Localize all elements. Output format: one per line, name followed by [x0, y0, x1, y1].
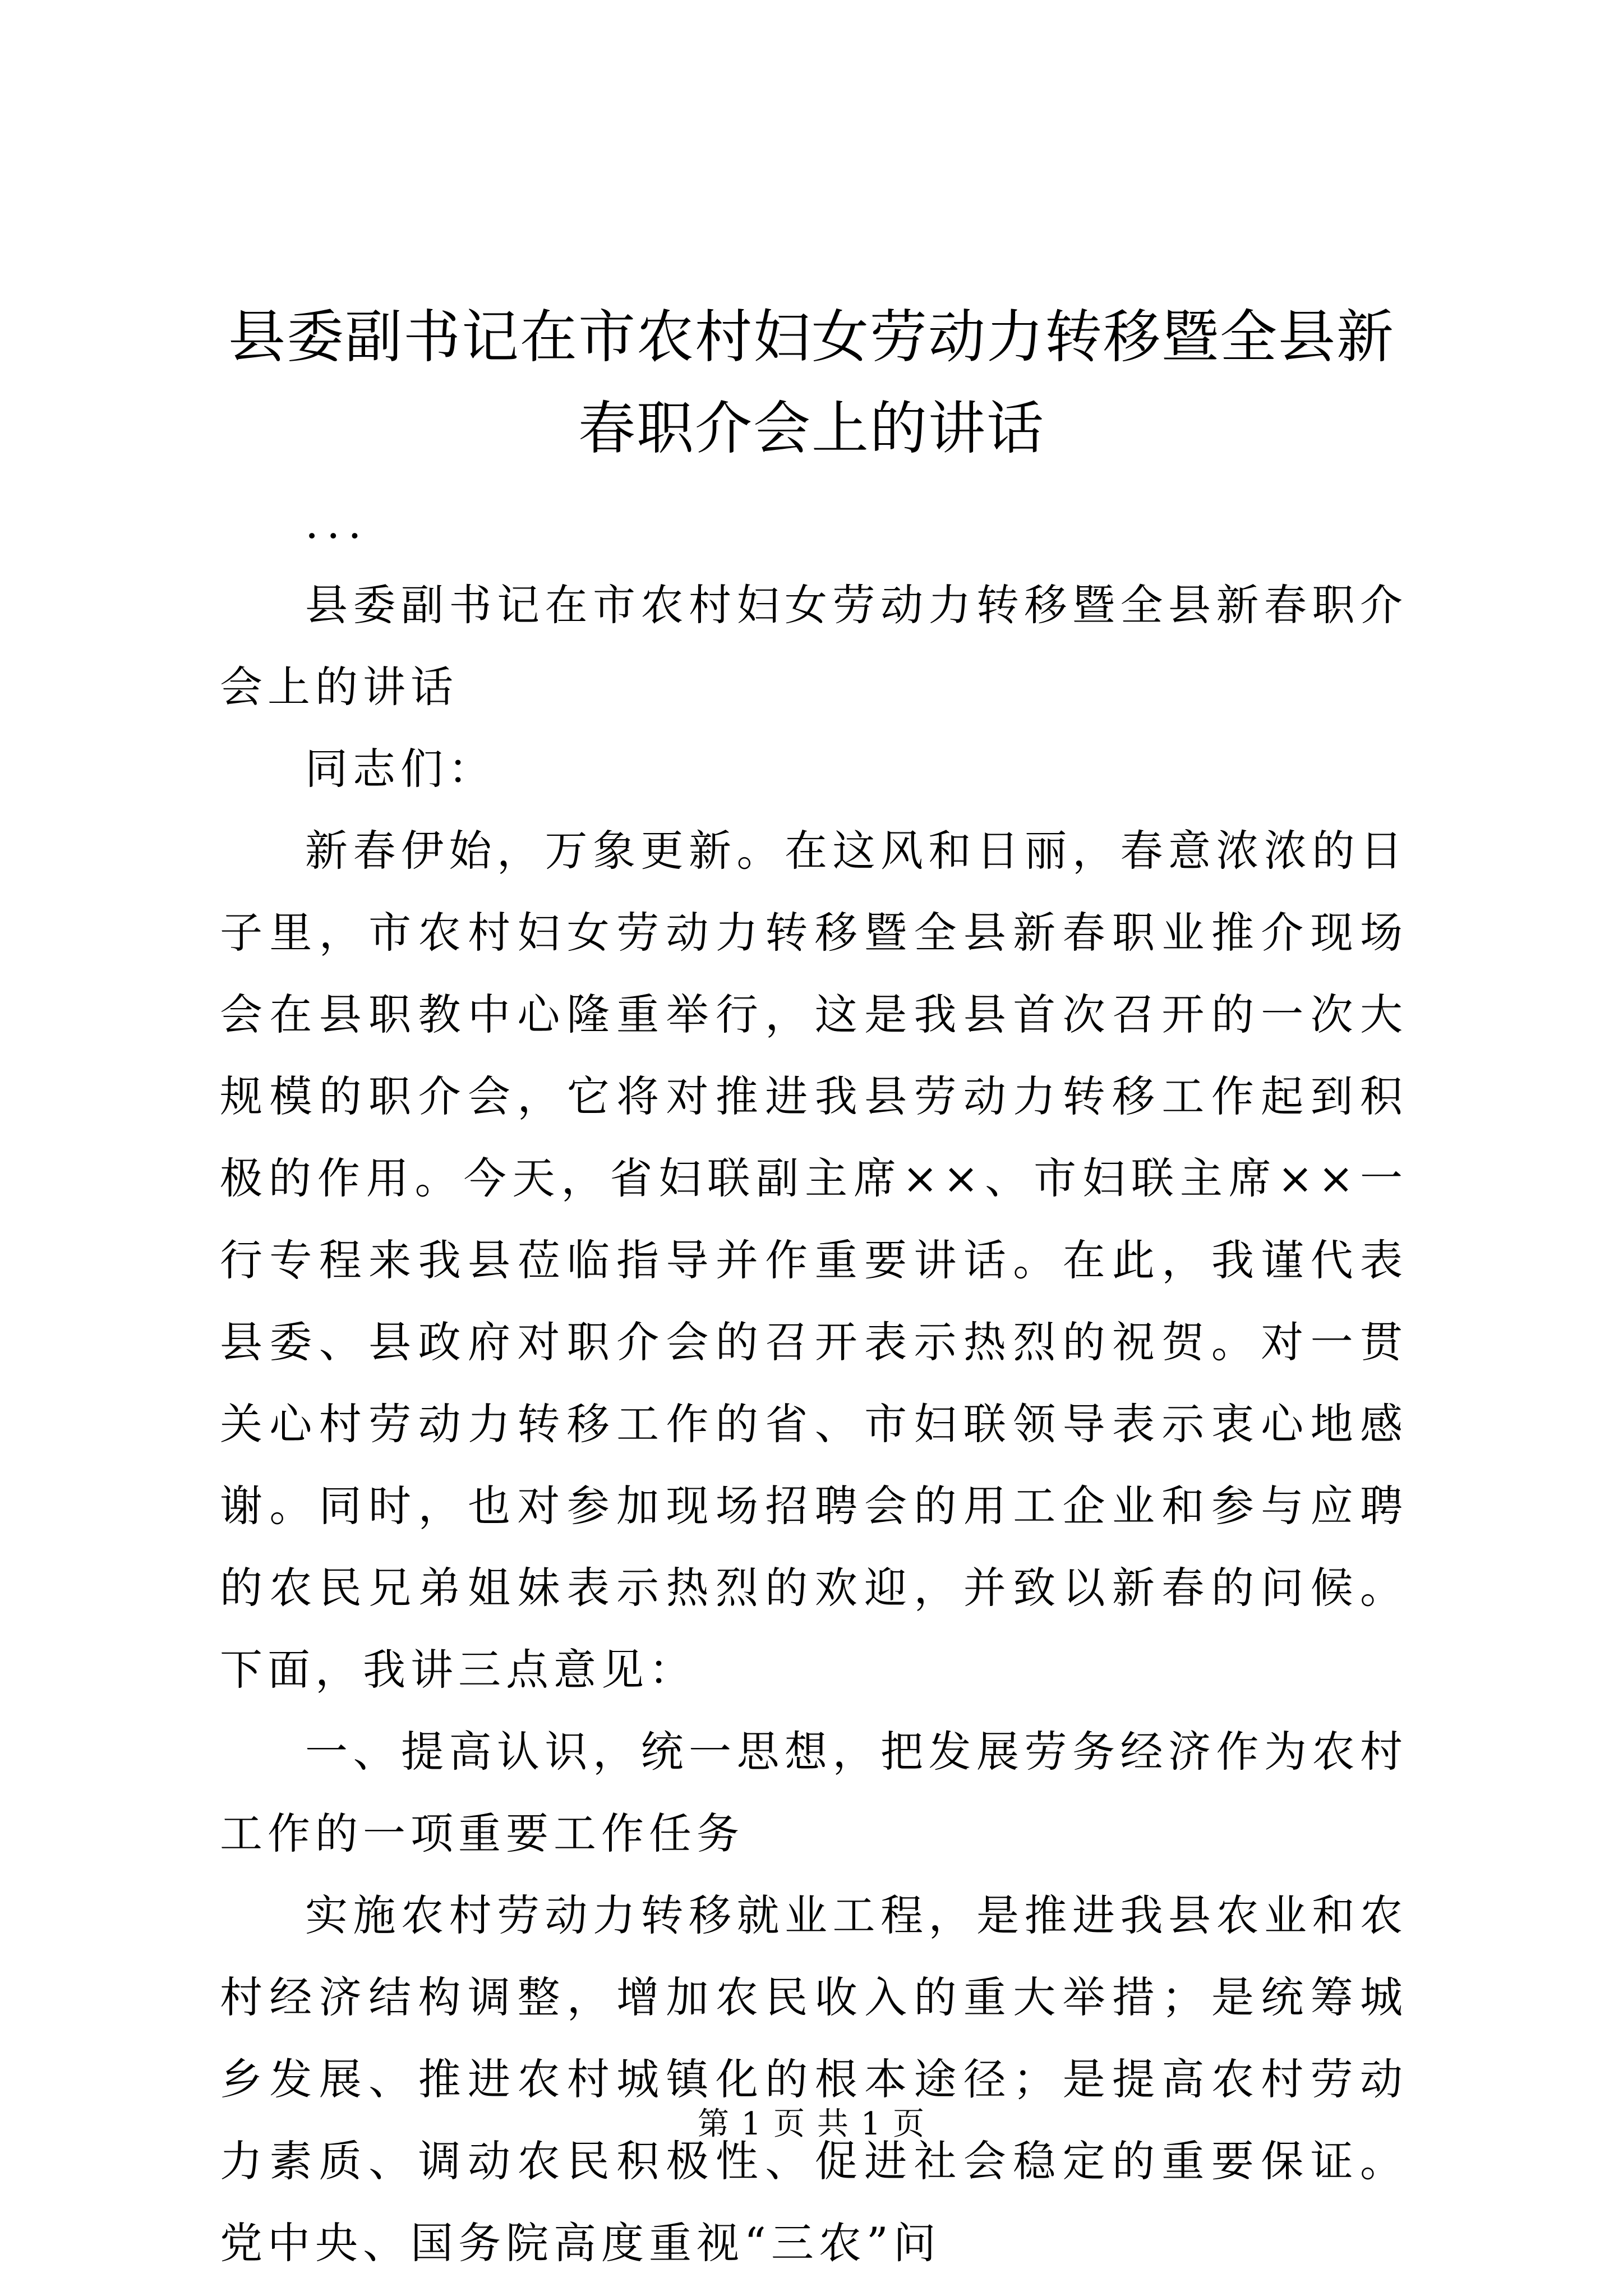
page-footer: 第 1 页 共 1 页	[697, 2106, 926, 2142]
ellipsis-paragraph: ...	[305, 498, 370, 548]
salutation-paragraph: 同志们：	[305, 744, 496, 794]
body-paragraph: 实施农村劳动力转移就业工程，是推进我县农业和农村经济结构调整，增加农民收入的重大举措；是统筹城乡发展、推进农村城镇化的根本途径；是提高农村劳动力素质、调动农民积极性、促进社会稳定的重要保证。党中央、国务院高度重视“三农”问	[220, 1890, 1408, 2268]
opening-paragraph: 新春伊始，万象更新。在这风和日丽，春意浓浓的日子里，市农村妇女劳动力转移暨全县新春职业推介现场会在县职教中心隆重举行，这是我县首次召开的一次大规模的职介会，它将对推进我县劳动力转移工作起到积极的作用。今天，省妇联副主席××、市妇联主席××一行专程来我县莅临指导并作重要讲话。在此，我谨代表县委、县政府对职介会的召开表示热烈的祝贺。对一贯关心村劳动力转移工作的省、市妇联领导表示衷心地感谢。同时，也对参加现场招聘会的用工企业和参与应聘的农民兄弟姐妹表示热烈的欢迎，并致以新春的问候。下面，我讲三点意见：	[220, 826, 1408, 1695]
document-title: 县委副书记在市农村妇女劳动力转移暨全县新春职介会上的讲话	[228, 304, 1395, 462]
document-body	[220, 482, 1408, 2284]
section-heading-paragraph: 一、提高认识，统一思想，把发展劳务经济作为农村工作的一项重要工作任务	[220, 1727, 1408, 1858]
subtitle-paragraph: 县委副书记在市农村妇女劳动力转移暨全县新春职介会上的讲话	[220, 580, 1408, 712]
